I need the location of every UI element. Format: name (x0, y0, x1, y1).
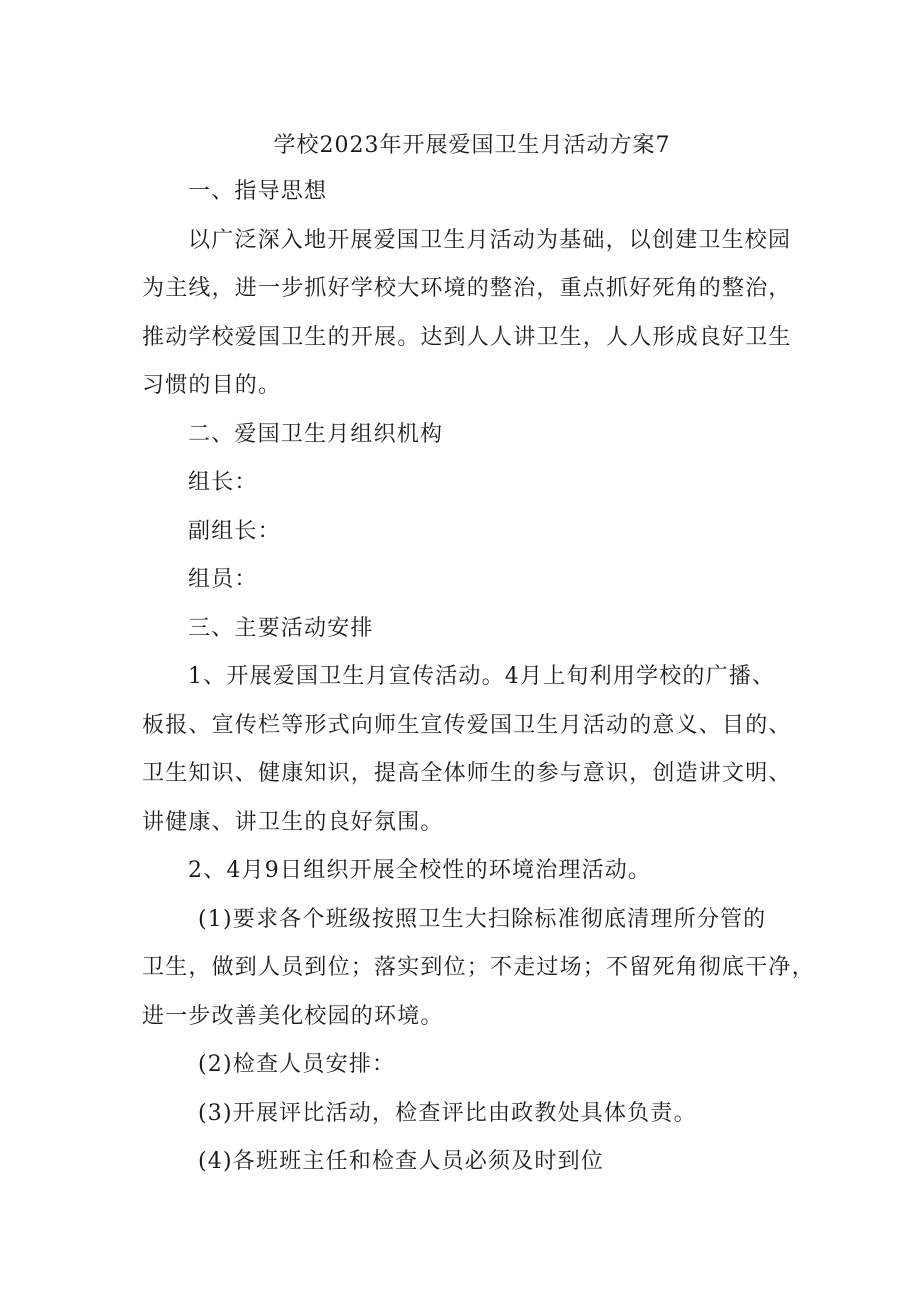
paragraph-line: 推动学校爱国卫生的开展。达到人人讲卫生，人人形成良好卫生 (142, 324, 792, 350)
document-title: 学校2023年开展爱国卫生月活动方案7 (273, 133, 671, 158)
role-deputy-leader: 副组长： (188, 518, 281, 544)
paragraph-line: 习惯的目的。 (142, 373, 282, 398)
section-heading-activities: 三、主要活动安排 (188, 615, 374, 641)
section-heading-organization: 二、爱国卫生月组织机构 (188, 421, 444, 447)
list-item: (3)开展评比活动，检查评比由政教处具体负责。 (198, 1100, 697, 1126)
list-item: (4)各班班主任和检查人员必须及时到位 (198, 1149, 604, 1174)
role-members: 组员： (188, 567, 258, 592)
paragraph-line: 为主线，进一步抓好学校大环境的整治，重点抓好死角的整治， (142, 276, 792, 301)
list-item: (1)要求各个班级按照卫生大扫除标准彻底清理所分管的 (198, 906, 767, 932)
list-item: (2)检查人员安排： (198, 1052, 396, 1077)
paragraph-line: 讲健康、讲卫生的良好氛围。 (142, 809, 444, 835)
paragraph-line: 卫生知识、健康知识，提高全体师生的参与意识，创造讲文明、 (142, 761, 792, 786)
paragraph-line: 1、开展爱国卫生月宣传活动。4月上旬利用学校的广播、 (188, 664, 776, 689)
document-body (142, 124, 815, 1187)
section-heading-guiding-thought: 一、指导思想 (188, 179, 328, 204)
paragraph-line: 板报、宣传栏等形式向师生宣传爱国卫生月活动的意义、目的、 (142, 712, 792, 738)
paragraph-line: 进一步改善美化校园的环境。 (142, 1003, 444, 1029)
role-leader: 组长： (188, 470, 258, 495)
paragraph-line: 2、4月9日组织开展全校性的环境治理活动。 (188, 858, 652, 883)
paragraph-line: 卫生，做到人员到位；落实到位；不走过场；不留死角彻底干净， (142, 955, 815, 980)
paragraph-line: 以广泛深入地开展爱国卫生月活动为基础，以创建卫生校园 (188, 227, 792, 253)
